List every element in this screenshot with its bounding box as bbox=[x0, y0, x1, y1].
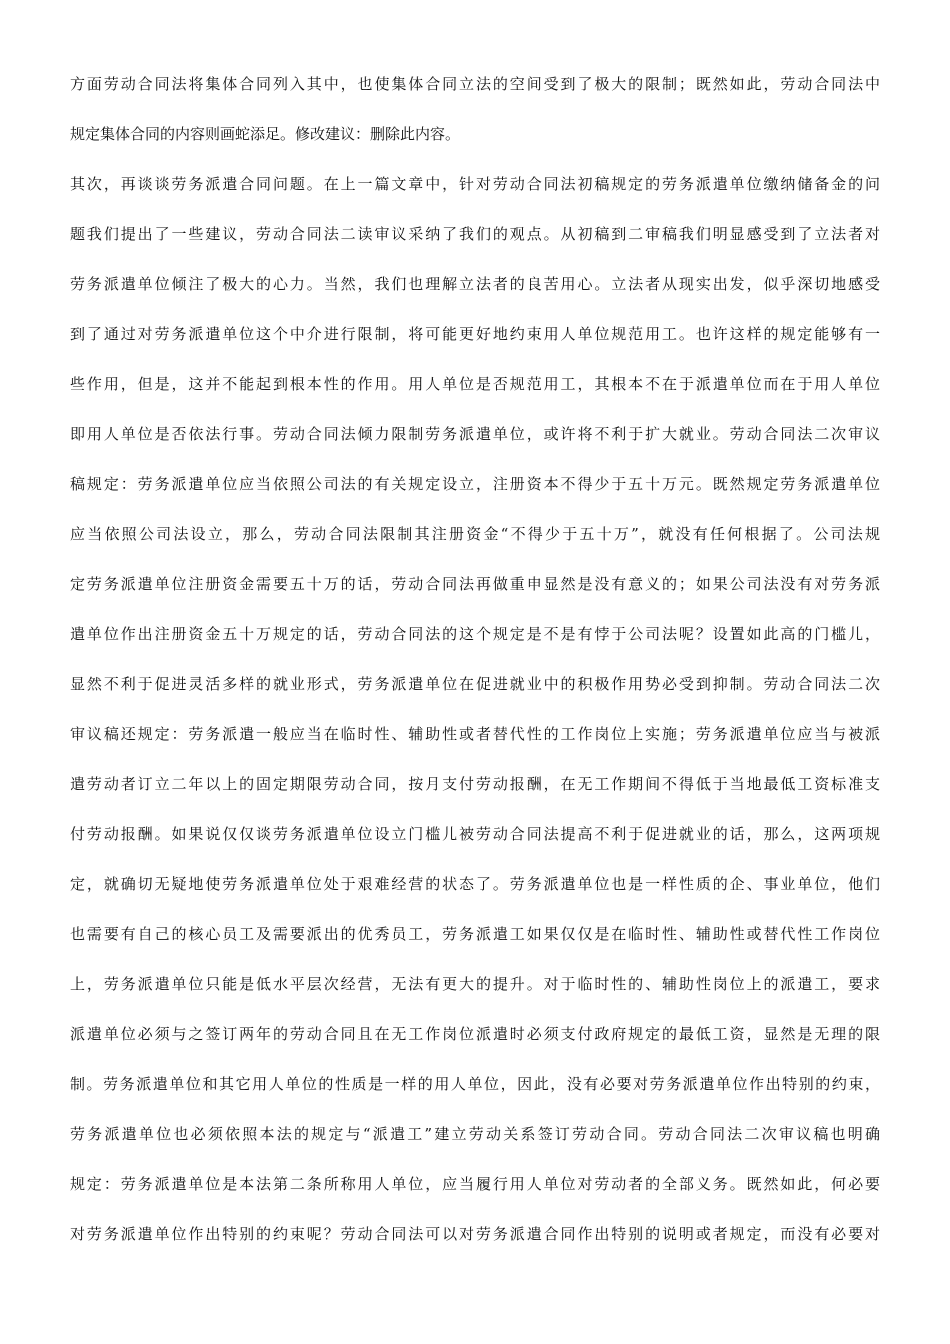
text-line: 到了通过对劳务派遣单位这个中介进行限制，将可能更好地约束用人单位规范用工。也许这样的规定能够有一 bbox=[70, 325, 880, 343]
text-line: 应当依照公司法设立，那么，劳动合同法限制其注册资金“不得少于五十万”，就没有任何根据了。公司法规 bbox=[70, 525, 880, 543]
text-line: 定劳务派遣单位注册资金需要五十万的话，劳动合同法再做重申显然是没有意义的；如果公司法没有对劳务派 bbox=[70, 575, 880, 593]
text-line: 其次，再谈谈劳务派遣合同问题。在上一篇文章中，针对劳动合同法初稿规定的劳务派遣单位缴纳储备金的问 bbox=[70, 175, 880, 193]
text-line: 付劳动报酬。如果说仅仅谈劳务派遣单位设立门槛儿被劳动合同法提高不利于促进就业的话，那么，这两项规 bbox=[70, 825, 880, 843]
text-line: 制。劳务派遣单位和其它用人单位的性质是一样的用人单位，因此，没有必要对劳务派遣单位作出特别的约束， bbox=[70, 1075, 880, 1093]
text-line: 些作用，但是，这并不能起到根本性的作用。用人单位是否规范用工，其根本不在于派遣单位而在于用人单位 bbox=[70, 375, 880, 393]
body-text bbox=[70, 70, 880, 1270]
text-line: 劳务派遣单位也必须依照本法的规定与“派遣工”建立劳动关系签订劳动合同。劳动合同法二次审议稿也明确 bbox=[70, 1125, 880, 1143]
text-line: 遣单位作出注册资金五十万规定的话，劳动合同法的这个规定是不是有悖于公司法呢？设置如此高的门槛儿， bbox=[70, 625, 880, 643]
text-line: 即用人单位是否依法行事。劳动合同法倾力限制劳务派遣单位，或许将不利于扩大就业。劳动合同法二次审议 bbox=[70, 425, 880, 443]
text-line: 稿规定：劳务派遣单位应当依照公司法的有关规定设立，注册资本不得少于五十万元。既然规定劳务派遣单位 bbox=[70, 475, 880, 493]
text-line: 劳务派遣单位倾注了极大的心力。当然，我们也理解立法者的良苦用心。立法者从现实出发，似乎深切地感受 bbox=[70, 275, 880, 293]
text-line: 遣劳动者订立二年以上的固定期限劳动合同，按月支付劳动报酬，在无工作期间不得低于当地最低工资标准支 bbox=[70, 775, 880, 793]
text-line: 定，就确切无疑地使劳务派遣单位处于艰难经营的状态了。劳务派遣单位也是一样性质的企、事业单位，他们 bbox=[70, 875, 880, 893]
text-line: 对劳务派遣单位作出特别的约束呢？劳动合同法可以对劳务派遣合同作出特别的说明或者规定，而没有必要对 bbox=[70, 1225, 880, 1243]
text-line: 派遣单位必须与之签订两年的劳动合同且在无工作岗位派遣时必须支付政府规定的最低工资，显然是无理的限 bbox=[70, 1025, 880, 1043]
text-line: 方面劳动合同法将集体合同列入其中，也使集体合同立法的空间受到了极大的限制；既然如此，劳动合同法中 bbox=[70, 75, 880, 93]
text-line: 规定：劳务派遣单位是本法第二条所称用人单位，应当履行用人单位对劳动者的全部义务。既然如此，何必要 bbox=[70, 1175, 880, 1193]
text-line: 题我们提出了一些建议，劳动合同法二读审议采纳了我们的观点。从初稿到二审稿我们明显感受到了立法者对 bbox=[70, 225, 880, 243]
text-line: 也需要有自己的核心员工及需要派出的优秀员工，劳务派遣工如果仅仅是在临时性、辅助性或替代性工作岗位 bbox=[70, 925, 880, 943]
text-line: 显然不利于促进灵活多样的就业形式，劳务派遣单位在促进就业中的积极作用势必受到抑制。劳动合同法二次 bbox=[70, 675, 880, 693]
text-line: 上，劳务派遣单位只能是低水平层次经营，无法有更大的提升。对于临时性的、辅助性岗位上的派遣工，要求 bbox=[70, 975, 880, 993]
text-line: 规定集体合同的内容则画蛇添足。修改建议：删除此内容。 bbox=[70, 125, 461, 143]
text-line: 审议稿还规定：劳务派遣一般应当在临时性、辅助性或者替代性的工作岗位上实施；劳务派遣单位应当与被派 bbox=[70, 725, 880, 743]
